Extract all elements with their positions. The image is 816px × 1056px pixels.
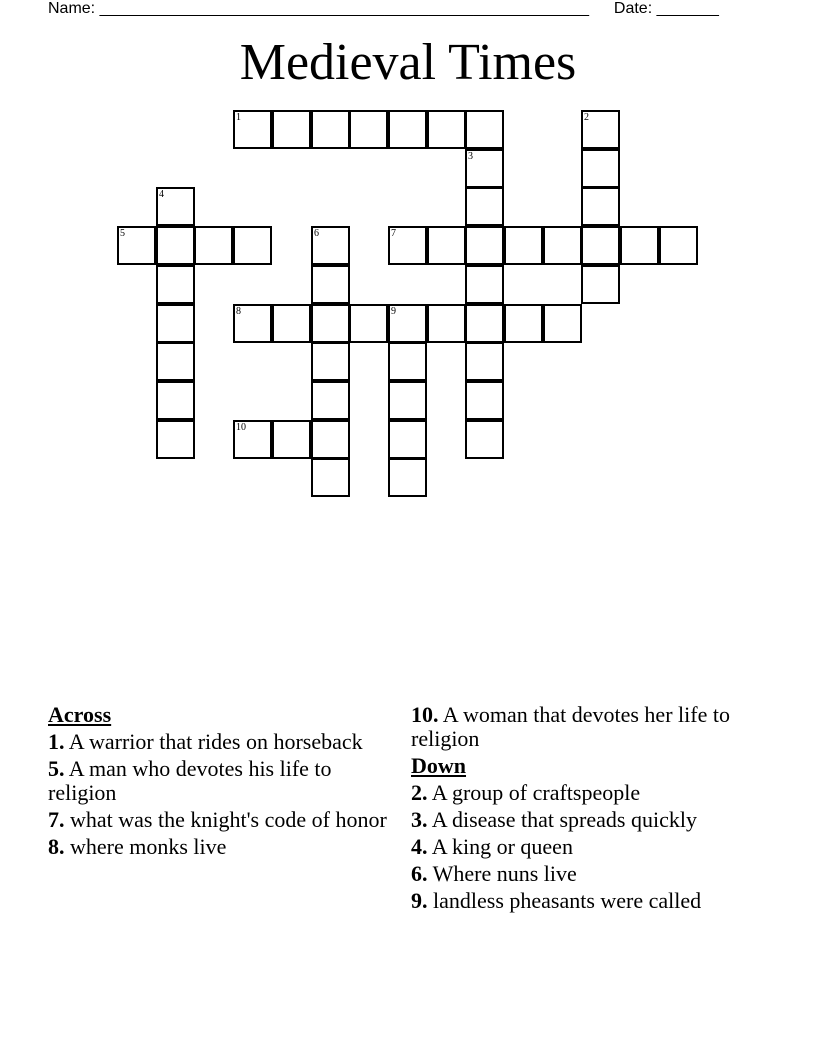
clue-number: 8. [48, 834, 65, 859]
grid-cell[interactable] [465, 187, 504, 226]
clue-number: 10. [411, 702, 439, 727]
page-title: Medieval Times [239, 34, 577, 91]
date-field[interactable]: _______ [656, 0, 719, 17]
clue-text: A king or queen [431, 834, 573, 859]
down-clue [411, 889, 766, 913]
across-clue [48, 730, 388, 754]
clue-text: what was the knight's code of honor [70, 807, 387, 832]
grid-cell[interactable] [620, 226, 659, 265]
down-clue [411, 835, 766, 859]
across-clue [411, 703, 766, 751]
grid-cell[interactable] [156, 304, 195, 343]
grid-cell[interactable] [388, 381, 427, 420]
grid-cell[interactable] [156, 187, 195, 226]
grid-cell[interactable] [156, 381, 195, 420]
grid-cell[interactable] [194, 226, 233, 265]
clue-text: A man who devotes his life to religion [48, 756, 332, 805]
grid-cell[interactable] [465, 420, 504, 459]
clue-text: A warrior that rides on horseback [68, 729, 363, 754]
grid-cell[interactable] [156, 265, 195, 304]
name-field[interactable]: _______________________________________________________ [99, 0, 589, 17]
clue-number: 2. [411, 780, 428, 805]
grid-cell[interactable] [311, 265, 350, 304]
grid-cell[interactable] [156, 420, 195, 459]
grid-cell[interactable] [465, 381, 504, 420]
grid-cell[interactable] [311, 420, 350, 459]
clue-text: A disease that spreads quickly [431, 807, 697, 832]
cell-number: 7 [391, 228, 396, 239]
grid-cell[interactable] [311, 304, 350, 343]
cell-number: 4 [159, 189, 164, 200]
date-label: Date: [613, 0, 653, 17]
grid-cell[interactable] [233, 304, 272, 343]
grid-cell[interactable] [659, 226, 698, 265]
cell-number: 9 [391, 306, 396, 317]
grid-cell[interactable] [427, 226, 466, 265]
grid-cell[interactable] [388, 110, 427, 149]
grid-cell[interactable] [311, 342, 350, 381]
grid-cell[interactable] [581, 265, 620, 304]
clue-number: 7. [48, 807, 65, 832]
clue-number: 3. [411, 807, 428, 832]
grid-cell[interactable] [427, 304, 466, 343]
grid-cell[interactable] [581, 149, 620, 188]
clue-number: 4. [411, 834, 428, 859]
grid-cell[interactable] [272, 110, 311, 149]
grid-cell[interactable] [465, 226, 504, 265]
cell-number: 10 [236, 422, 246, 433]
across-clue [48, 757, 388, 805]
clue-text: Where nuns live [432, 861, 577, 886]
grid-cell[interactable] [465, 342, 504, 381]
down-heading: Down [411, 753, 467, 778]
grid-cell[interactable] [465, 304, 504, 343]
cell-number: 2 [584, 112, 589, 123]
across-clue [48, 835, 388, 859]
grid-cell[interactable] [581, 226, 620, 265]
cell-number: 1 [236, 112, 241, 123]
crossword-grid [0, 0, 816, 520]
grid-cell[interactable] [465, 149, 504, 188]
across-clue [48, 808, 388, 832]
grid-cell[interactable] [388, 458, 427, 497]
clue-text: A group of craftspeople [431, 780, 641, 805]
cell-number: 6 [314, 228, 319, 239]
clues-left-column [48, 703, 388, 862]
grid-cell[interactable] [233, 226, 272, 265]
name-label: Name: [48, 0, 96, 17]
cell-number: 8 [236, 306, 241, 317]
clue-number: 5. [48, 756, 65, 781]
grid-cell[interactable] [156, 342, 195, 381]
grid-cell[interactable] [156, 226, 195, 265]
grid-cell[interactable] [117, 226, 156, 265]
grid-cell[interactable] [543, 304, 582, 343]
grid-cell[interactable] [311, 458, 350, 497]
grid-cell[interactable] [504, 304, 543, 343]
grid-cell[interactable] [349, 304, 388, 343]
down-clue [411, 808, 766, 832]
grid-cell[interactable] [427, 110, 466, 149]
grid-cell[interactable] [233, 110, 272, 149]
grid-cell[interactable] [581, 110, 620, 149]
clue-text: A woman that devotes her life to religion [411, 702, 730, 751]
grid-cell[interactable] [581, 187, 620, 226]
across-heading: Across [48, 702, 112, 727]
down-clue [411, 862, 766, 886]
clue-number: 1. [48, 729, 65, 754]
clue-number: 6. [411, 861, 428, 886]
cell-number: 3 [468, 151, 473, 162]
grid-cell[interactable] [388, 226, 427, 265]
grid-cell[interactable] [233, 420, 272, 459]
grid-cell[interactable] [388, 342, 427, 381]
cell-number: 5 [120, 228, 125, 239]
grid-cell[interactable] [465, 265, 504, 304]
grid-cell[interactable] [311, 110, 350, 149]
grid-cell[interactable] [349, 110, 388, 149]
clue-text: landless pheasants were called [433, 888, 702, 913]
grid-cell[interactable] [311, 226, 350, 265]
grid-cell[interactable] [388, 420, 427, 459]
clue-number: 9. [411, 888, 428, 913]
grid-cell[interactable] [465, 110, 504, 149]
grid-cell[interactable] [311, 381, 350, 420]
grid-cell[interactable] [543, 226, 582, 265]
clues-right-column [411, 703, 766, 916]
down-clue [411, 781, 766, 805]
grid-cell[interactable] [272, 304, 311, 343]
clue-text: where monks live [70, 834, 227, 859]
grid-cell[interactable] [388, 304, 427, 343]
grid-cell[interactable] [272, 420, 311, 459]
grid-cell[interactable] [504, 226, 543, 265]
